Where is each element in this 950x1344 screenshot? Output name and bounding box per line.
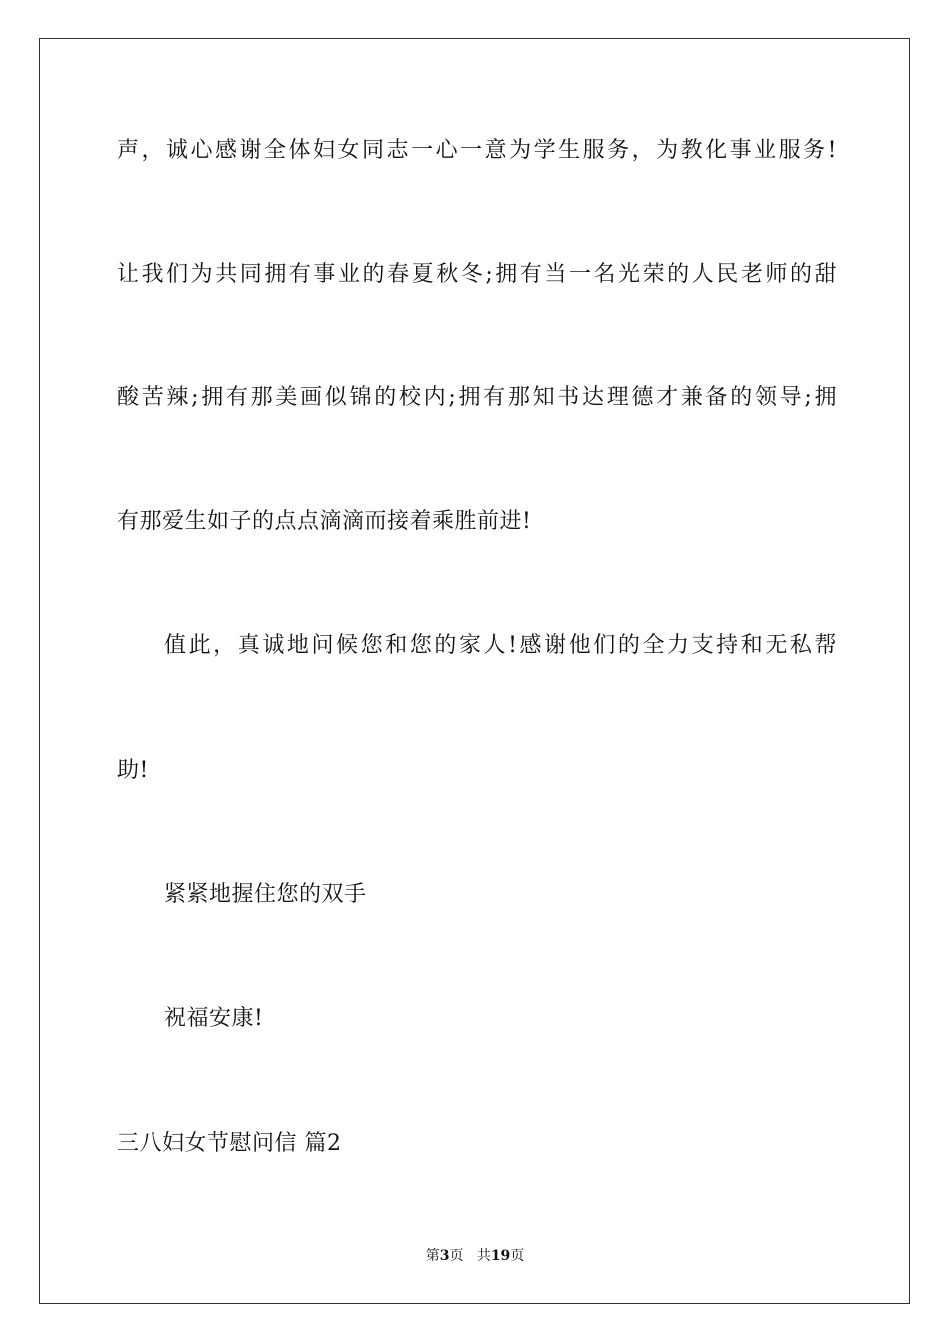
body-text-line-6: 助! (117, 758, 149, 783)
page-label-prefix: 第 (425, 1248, 440, 1264)
page-frame (39, 38, 910, 1304)
body-text-line-2: 让我们为共同拥有事业的春夏秋冬;拥有当一名光荣的人民老师的甜 (117, 262, 837, 287)
closing-line-2: 祝福安康! (164, 1006, 264, 1031)
page-label-suffix: 页 (449, 1248, 464, 1264)
body-text-line-3: 酸苦辣;拥有那美画似锦的校内;拥有那知书达理德才兼备的领导;拥 (117, 385, 837, 410)
total-label-prefix: 共 (476, 1248, 491, 1264)
body-text-line-5: 值此，真诚地问候您和您的家人!感谢他们的全力支持和无私帮 (164, 633, 837, 658)
section-heading: 三八妇女节慰问信 篇2 (117, 1131, 342, 1156)
total-label-suffix: 页 (510, 1248, 525, 1264)
closing-line-1: 紧紧地握住您的双手 (164, 882, 367, 907)
body-text-line-1: 声，诚心感谢全体妇女同志一心一意为学生服务，为教化事业服务! (117, 138, 837, 163)
page-footer (0, 1246, 950, 1266)
total-pages: 19 (490, 1248, 511, 1264)
body-text-line-4: 有那爱生如子的点点滴滴而接着乘胜前进! (117, 509, 532, 534)
page-number: 3 (439, 1248, 450, 1264)
